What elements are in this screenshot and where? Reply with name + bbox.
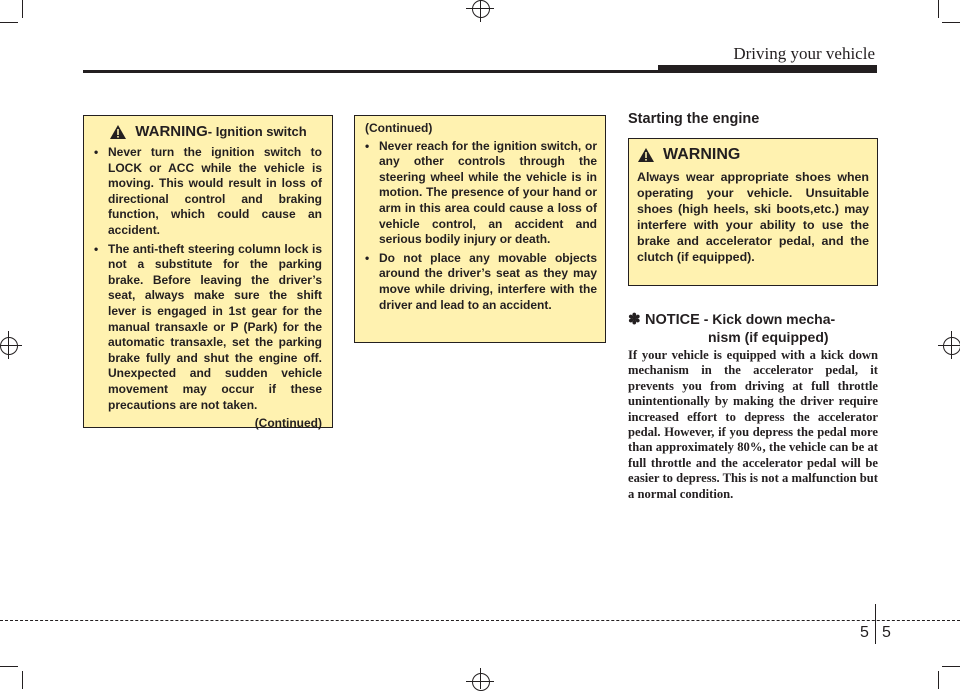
notice-label: NOTICE [645, 312, 700, 328]
notice-heading [628, 310, 878, 345]
warning-shoes-heading [637, 147, 869, 163]
notice-title-line1: - Kick down mecha- [699, 311, 836, 327]
notice-body: If your vehicle is equipped with a kick down mechanism in the accelerator pedal, it prevents you from driving at full throttle unintentionally by making the driver require increased effort to depress the accelerator pedal. However, if you depress the pedal more than approximately 80%, the vehicle can be at full throttle and the accelerator pedal will be easier to depress. This is not a malfunction but a normal condition. [628, 348, 878, 501]
warning-label: WARNING [135, 123, 208, 141]
warning-shoes-text: Always wear appropriate shoes when operating your vehicle. Unsuitable shoes (high heels, ski boots,etc.) may interfere with your ability to use the brake and accelerator pedal, and the clutch (if equipped). [637, 170, 869, 264]
notice-title-line2: nism (if equipped) [708, 329, 829, 345]
warning-ignition-heading [94, 124, 322, 140]
list-item: • Do not place any movable objects around the driver’s seat as they may move while driving, interfere with the driver and lead to an accident. [365, 250, 597, 312]
chapter-number: 5 [860, 624, 869, 641]
section-title: Starting the engine [628, 111, 760, 127]
warning-triangle-icon [637, 147, 655, 163]
warning-ignition-list [94, 145, 322, 413]
notice-star-icon: ✽ [628, 311, 641, 328]
header-accent-bar [658, 65, 877, 71]
warning-subtitle: - Ignition switch [207, 124, 307, 140]
continued-label: (Continued) [254, 416, 322, 431]
list-item: • Never reach for the ignition switch, or any other controls through the steering wheel while the vehicle is in motion. The presence of your hand or arm in this area could cause a loss of vehicle control, an accident and serious bodily injury or death. [365, 138, 597, 247]
page-header-title: Driving your vehicle [733, 44, 875, 63]
warning-shoes-box [628, 138, 878, 286]
list-item: • The anti-theft steering column lock is not a substitute for the parking brake. Before leaving the driver’s seat, always make sure the shift lever is engaged in 1st gear for the manual transaxle or P (Park) for the automatic transaxle, set the parking brake fully and shut the engine off. Unexpected and sudden vehicle movement may occur if these precautions are not taken. [94, 241, 322, 412]
list-item: • Never turn the ignition switch to LOCK or ACC while the vehicle is moving. This would result in loss of directional control and braking function, which could cause an accident. [94, 145, 322, 237]
continued-label: (Continued) [365, 121, 433, 135]
warning-triangle-icon [109, 124, 127, 140]
warning-continued-box [354, 115, 606, 343]
warning-ignition-box [83, 115, 333, 431]
warning-label: WARNING [663, 146, 741, 163]
warning-continued-list [365, 139, 597, 314]
page-number: 5 [882, 624, 891, 641]
